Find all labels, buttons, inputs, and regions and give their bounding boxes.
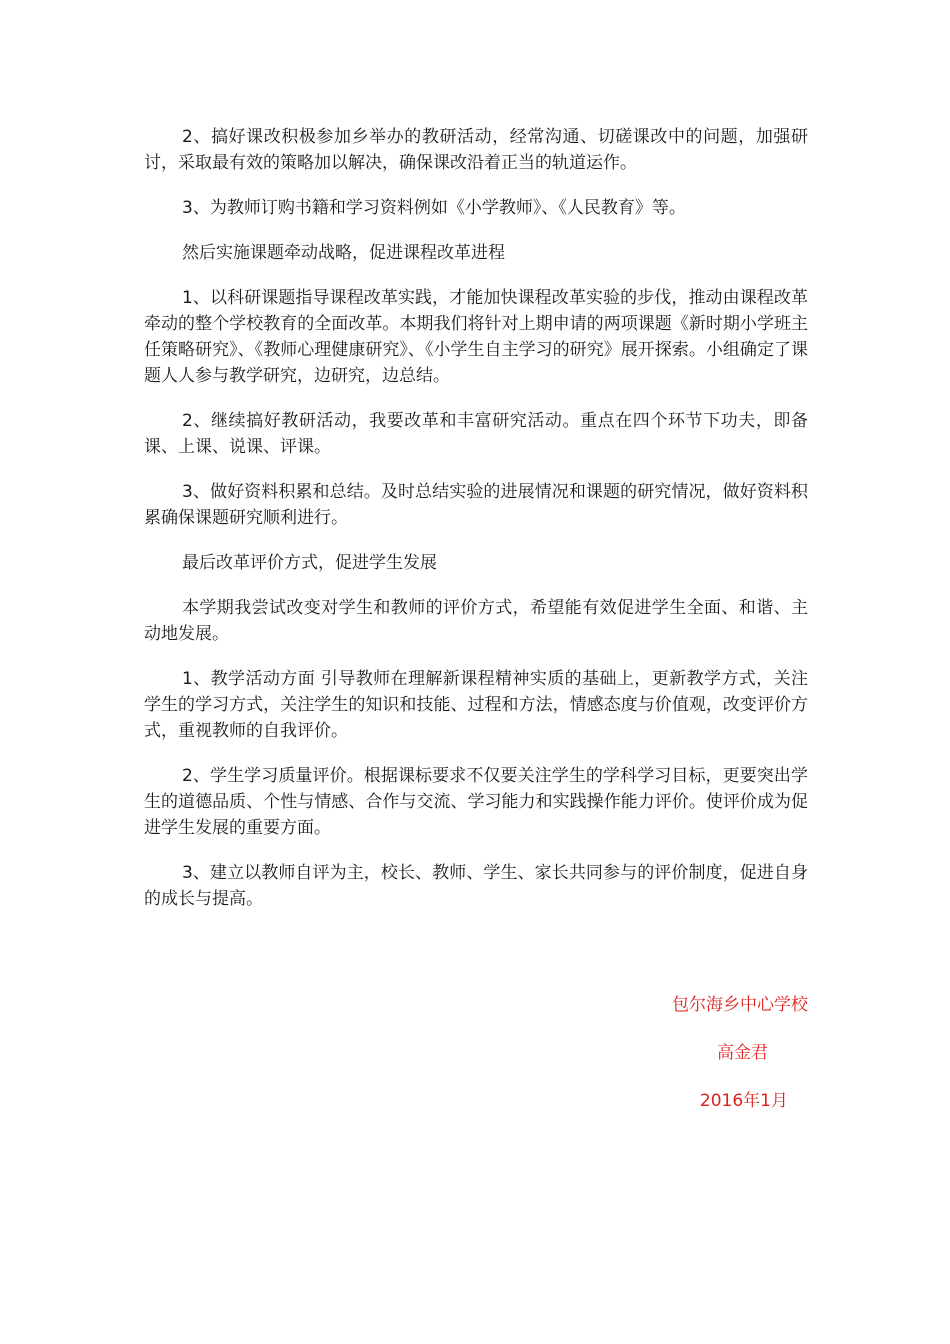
section-heading: 然后实施课题牵动战略，促进课程改革进程: [182, 243, 505, 263]
signature-school: 包尔海乡中心学校: [672, 995, 808, 1015]
paragraph: 3、建立以教师自评为主，校长、教师、学生、家长共同参与的评价制度，促进自身的成长与提高。: [144, 863, 808, 909]
document-body: [144, 124, 808, 931]
signature-date: 2016年1月: [699, 1091, 788, 1111]
section-heading: 最后改革评价方式，促进学生发展: [182, 553, 437, 573]
paragraph: 本学期我尝试改变对学生和教师的评价方式，希望能有效促进学生全面、和谐、主动地发展。: [144, 598, 808, 644]
paragraph: 3、做好资料积累和总结。及时总结实验的进展情况和课题的研究情况，做好资料积累确保课题研究顺利进行。: [144, 482, 808, 528]
paragraph: 3、为教师订购书籍和学习资料例如《小学教师》、《人民教育》等。: [182, 198, 686, 218]
paragraph: 2、继续搞好教研活动，我要改革和丰富研究活动。重点在四个环节下功夫，即备课、上课、说课、评课。: [144, 411, 808, 457]
paragraph: 1、教学活动方面 引导教师在理解新课程精神实质的基础上，更新教学方式，关注学生的学习方式，关注学生的知识和技能、过程和方法，情感态度与价值观，改变评价方式，重视教师的自我评价。: [144, 669, 808, 741]
signature-name: 高金君: [717, 1043, 768, 1063]
paragraph: 1、以科研课题指导课程改革实践，才能加快课程改革实验的步伐，推动由课程改革牵动的整个学校教育的全面改革。本期我们将针对上期申请的两项课题《新时期小学班主任策略研究》、《教师心理健康研究》、《小学生自主学习的研究》展开探索。小组确定了课题人人参与教学研究，边研究，边总结。: [144, 288, 808, 386]
paragraph: 2、学生学习质量评价。根据课标要求不仅要关注学生的学科学习目标，更要突出学生的道德品质、个性与情感、合作与交流、学习能力和实践操作能力评价。使评价成为促进学生发展的重要方面。: [144, 766, 808, 838]
paragraph: 2、搞好课改积极参加乡举办的教研活动，经常沟通、切磋课改中的问题，加强研讨，采取最有效的策略加以解决，确保课改沿着正当的轨道运作。: [144, 127, 808, 173]
